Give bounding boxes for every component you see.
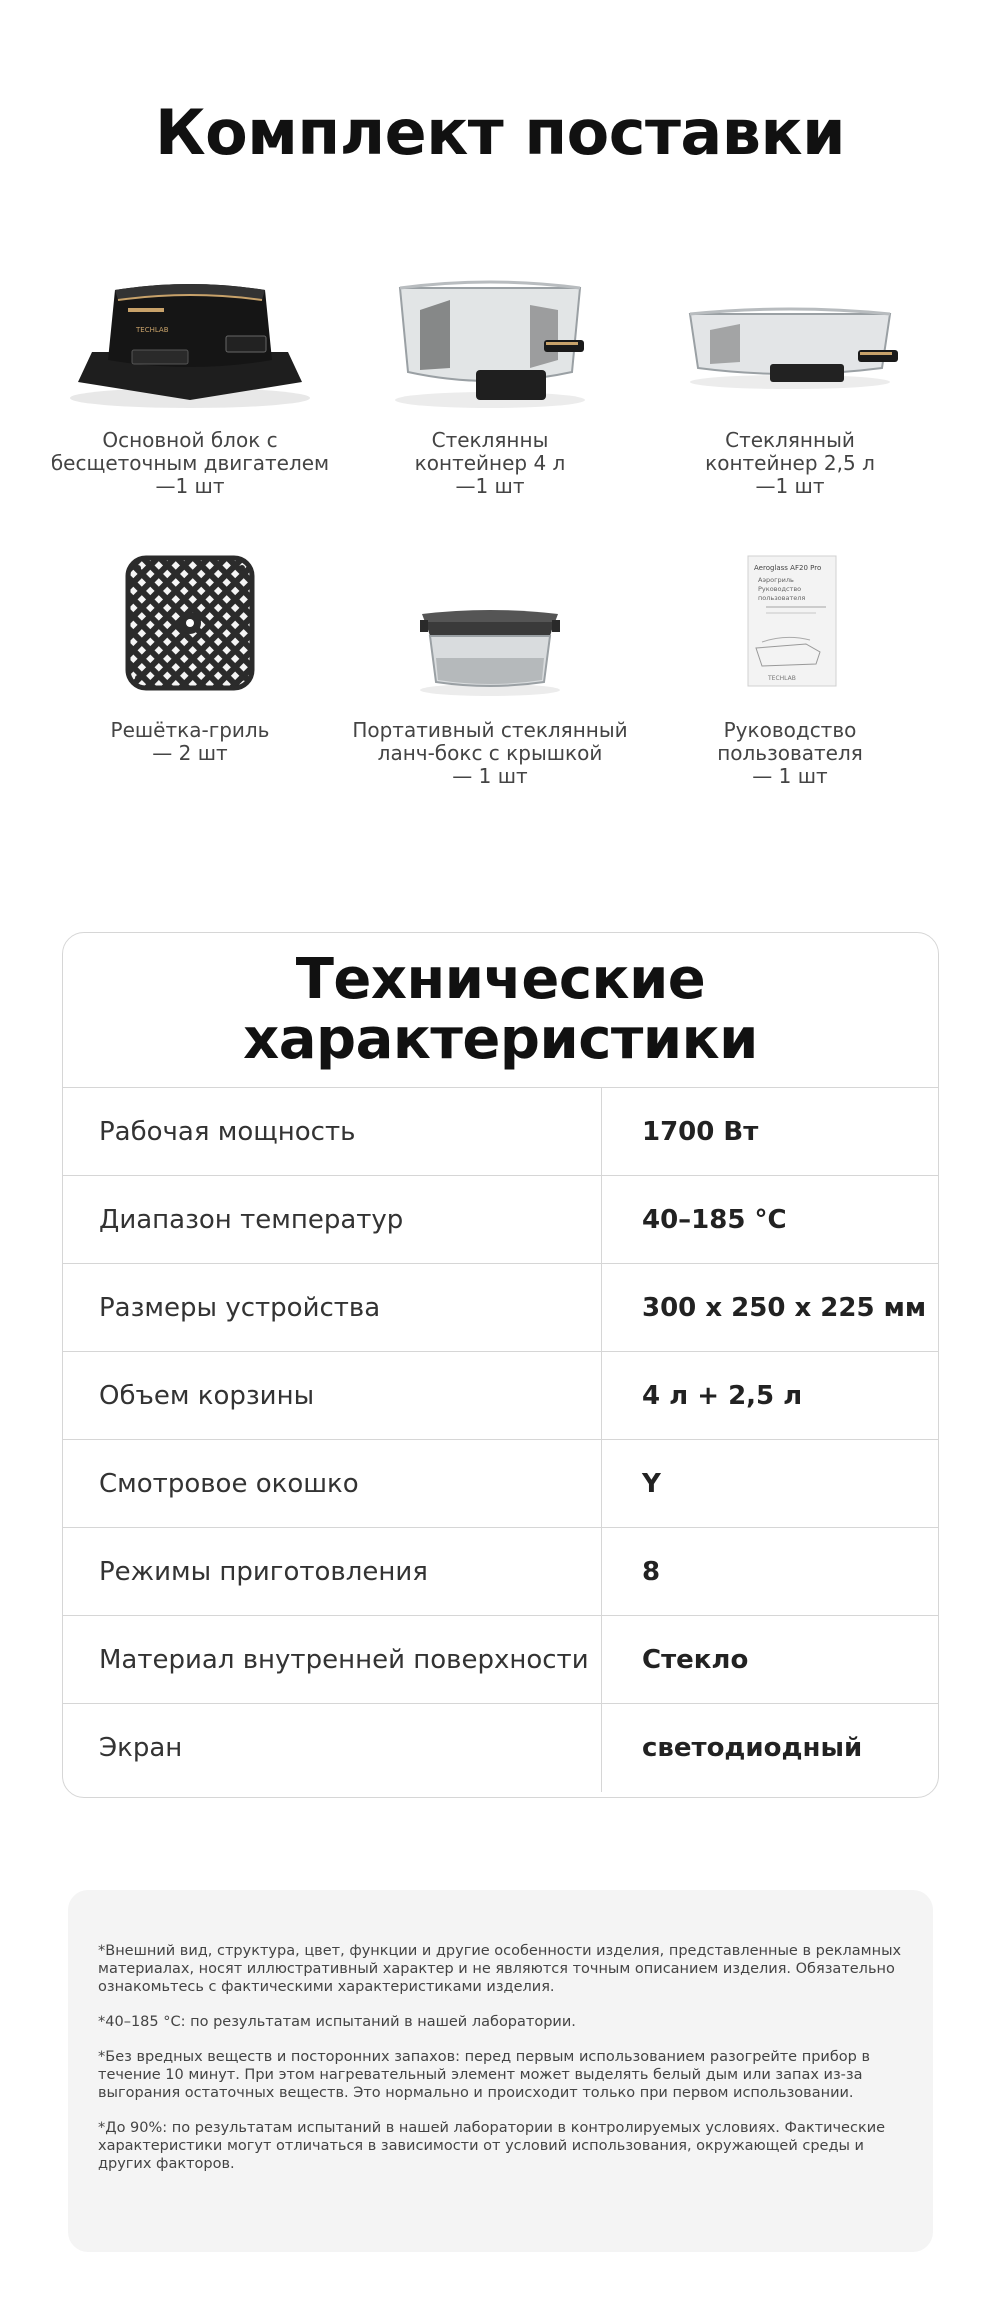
spec-row-viewing-window (63, 1440, 938, 1528)
package-item-user-manual (640, 540, 940, 788)
air-fryer-main-unit-icon (40, 250, 340, 425)
manual-line3-text: пользователя (758, 594, 806, 602)
spec-row-dimensions (63, 1264, 938, 1352)
package-title: Комплект поставки (154, 96, 846, 169)
package-item-glass-container-4l (340, 250, 640, 498)
spec-value: Y (642, 1468, 661, 1499)
spec-value: 8 (642, 1556, 661, 1587)
spec-value: 4 л + 2,5 л (642, 1380, 803, 1411)
specs-title-line1: Технические (295, 947, 706, 1012)
manual-model-text: Aeroglass AF20 Pro (754, 564, 822, 572)
package-item-caption: Стеклянный контейнер 2,5 л —1 шт (705, 428, 875, 498)
spec-label: Объем корзины (63, 1352, 602, 1439)
spec-label: Режимы приготовления (63, 1528, 602, 1615)
spec-label: Размеры устройства (63, 1264, 602, 1351)
spec-row-display (63, 1704, 938, 1792)
manual-line2-text: Руководство (758, 585, 802, 593)
spec-value: светодиодный (642, 1733, 863, 1763)
footnote: *40–185 °C: по результатам испытаний в нашей лаборатории. (98, 2014, 576, 2030)
spec-row-power (63, 1088, 938, 1176)
package-item-glass-container-2-5l (640, 250, 940, 498)
spec-label: Смотровое окошко (63, 1440, 602, 1527)
package-item-caption: Руководство пользователя — 1 шт (717, 718, 863, 788)
footnote: *Внешний вид, структура, цвет, функции и другие особенности изделия, представленные в рекламных материалах, носят иллюстративный характер и не являются точным описанием изделия. Обязательно ознакомьтесь с фактическими характеристиками изделия. (98, 1943, 902, 1995)
specs-title-line2: характеристики (243, 1007, 758, 1072)
spec-label: Диапазон температур (63, 1176, 602, 1263)
footnote: *Без вредных веществ и посторонних запахов: перед первым использованием разогрейте прибор в течение 10 минут. При этом нагревательный элемент может выделять белый дым или запах из-за выгорания остаточных веществ. Это нормально и происходит только при первом использовании. (98, 2049, 870, 2101)
manual-brand-text: TECHLAB (768, 675, 796, 682)
grill-rack-icon (40, 540, 340, 715)
spec-value: Стекло (642, 1644, 749, 1675)
unit-brand-logo: TECHLAB (136, 326, 169, 334)
glass-container-small-icon (640, 250, 940, 425)
spec-row-inner-material (63, 1616, 938, 1704)
footnotes-box (68, 1890, 933, 2252)
package-item-grill-rack (40, 540, 340, 765)
spec-label: Материал внутренней поверхности (63, 1616, 602, 1703)
footnote: *До 90%: по результатам испытаний в нашей лаборатории в контролируемых условиях. Фактические характеристики могут отличаться в зависимости от условий использования, окружающей среды и других факторов. (98, 2120, 886, 2172)
package-item-caption: Стеклянны контейнер 4 л —1 шт (414, 428, 566, 498)
package-item-lunch-box (340, 540, 640, 788)
spec-value: 1700 Вт (642, 1116, 759, 1147)
glass-container-large-icon (340, 250, 640, 425)
spec-value: 40–185 °C (642, 1204, 787, 1235)
package-item-main-unit (40, 250, 340, 498)
lunch-box-icon (340, 540, 640, 715)
specs-table (62, 932, 939, 1798)
package-item-caption: Портативный стеклянный ланч-бокс с крышкой — 1 шт (352, 718, 628, 788)
spec-row-basket-volume (63, 1352, 938, 1440)
spec-row-cooking-modes (63, 1528, 938, 1616)
manual-line1-text: Аэрогриль (758, 576, 794, 584)
specs-title (63, 933, 938, 1088)
package-item-caption: Решётка-гриль — 2 шт (110, 718, 270, 765)
spec-value: 300 x 250 x 225 мм (642, 1292, 927, 1323)
user-manual-icon (640, 540, 940, 715)
spec-label: Рабочая мощность (63, 1088, 602, 1175)
spec-row-temperature (63, 1176, 938, 1264)
package-item-caption: Основной блок с бесщеточным двигателем —1 шт (50, 428, 330, 498)
spec-label: Экран (63, 1704, 602, 1792)
